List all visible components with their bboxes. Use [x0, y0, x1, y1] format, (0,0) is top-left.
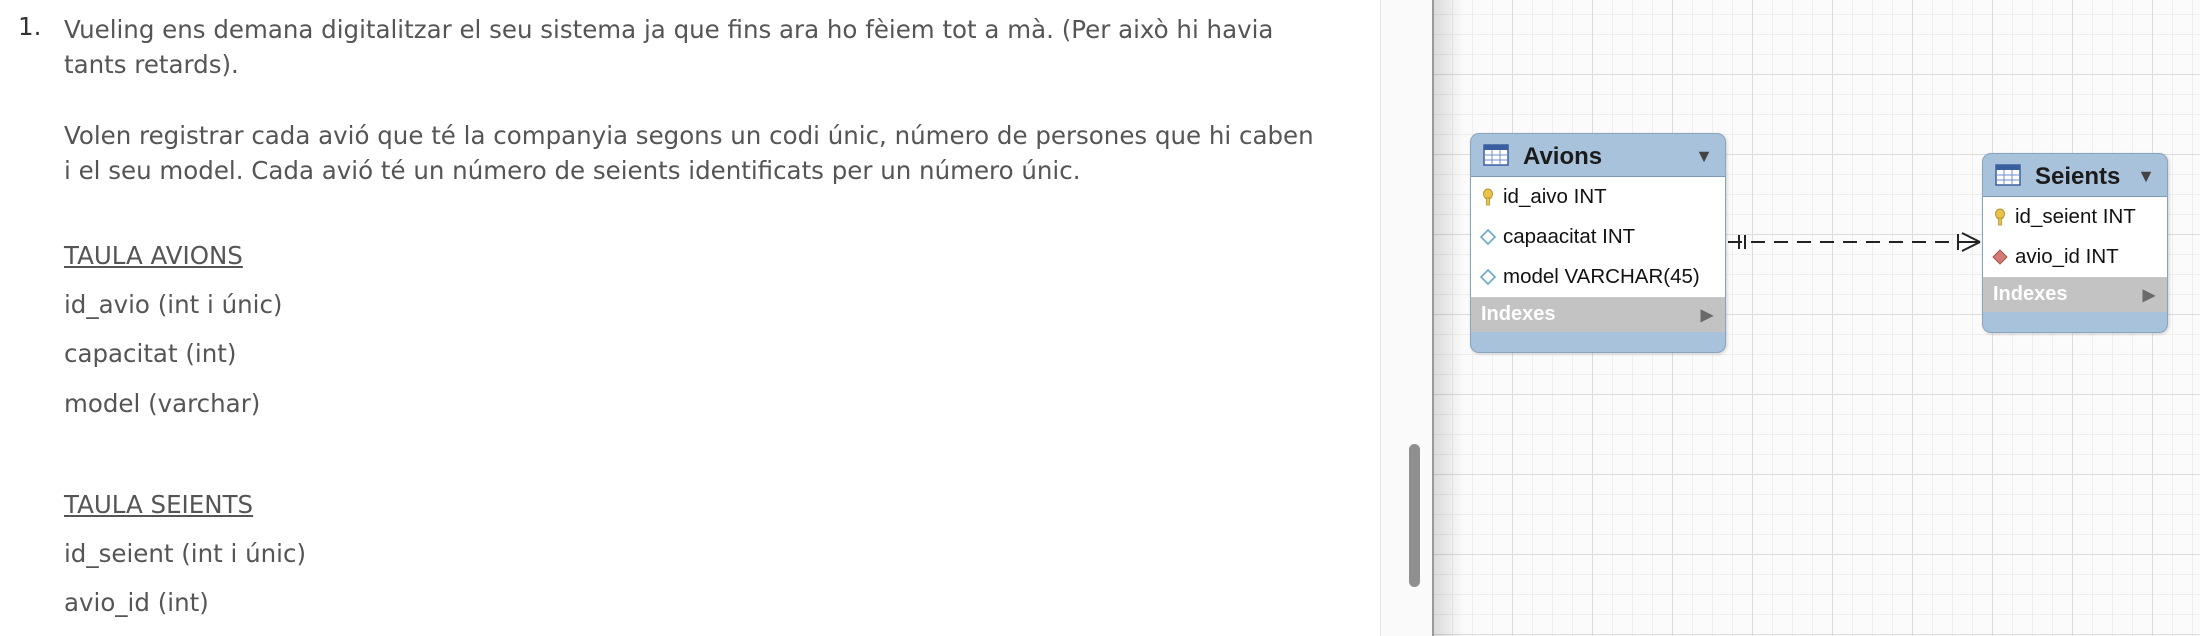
table-avions-title: Avions — [1523, 143, 1603, 170]
scrollbar-track[interactable] — [1380, 0, 1435, 636]
primary-key-icon — [1479, 188, 1497, 206]
column-row[interactable] — [1471, 177, 1725, 217]
crowfoot-upper — [1962, 233, 1980, 242]
primary-key-icon — [1991, 208, 2009, 226]
field-seients-0: id_seient (int i únic) — [64, 539, 307, 568]
table-footer — [1983, 312, 2167, 332]
column-text: capaacitat INT — [1503, 225, 1636, 248]
column-row[interactable] — [1471, 217, 1725, 257]
field-seients-1: avio_id (int) — [64, 588, 209, 617]
column-row[interactable] — [1983, 237, 2167, 277]
column-diamond-icon — [1479, 268, 1497, 286]
column-text: id_seient INT — [2015, 205, 2136, 228]
column-text: id_aivo INT — [1503, 185, 1607, 208]
field-avions-1: capacitat (int) — [64, 339, 237, 368]
column-diamond-icon — [1479, 228, 1497, 246]
table-seients-header[interactable] — [1983, 154, 2167, 196]
list-number: 1. — [18, 12, 42, 41]
column-text: avio_id INT — [2015, 245, 2119, 268]
table-avions-header[interactable] — [1471, 134, 1725, 176]
field-avions-0: id_avio (int i únic) — [64, 290, 283, 319]
table-seients-columns — [1983, 196, 2167, 278]
table-footer — [1471, 332, 1725, 352]
indexes-label: Indexes — [1481, 303, 1556, 325]
field-avions-2: model (varchar) — [64, 389, 261, 418]
collapse-arrow-icon[interactable]: ▼ — [2137, 166, 2155, 186]
heading-taula-seients: TAULA SEIENTS — [64, 490, 254, 519]
scrollbar-thumb[interactable] — [1409, 444, 1420, 587]
heading-taula-avions: TAULA AVIONS — [64, 241, 243, 270]
table-avions[interactable] — [1470, 133, 1726, 353]
table-icon — [1483, 144, 1509, 166]
indexes-label: Indexes — [1993, 283, 2068, 305]
foreign-key-diamond-icon — [1991, 248, 2009, 266]
table-icon — [1995, 164, 2021, 186]
paragraph-requirements: Volen registrar cada avió que té la companyia segons un codi únic, número de persones que hi caben i el seu model. Cada avió té un número de seients identificats per un número únic. — [64, 121, 1314, 185]
column-row[interactable] — [1983, 197, 2167, 237]
table-seients-title: Seients — [2035, 163, 2121, 190]
indexes-section[interactable] — [1471, 298, 1725, 332]
table-avions-columns — [1471, 176, 1725, 298]
column-text: model VARCHAR(45) — [1503, 265, 1700, 288]
expand-arrow-icon[interactable]: ▶ — [1700, 307, 1713, 324]
indexes-section[interactable] — [1983, 278, 2167, 312]
collapse-arrow-icon[interactable]: ▼ — [1695, 146, 1713, 166]
er-diagram-canvas[interactable] — [1434, 0, 2200, 636]
expand-arrow-icon[interactable]: ▶ — [2142, 287, 2155, 304]
paragraph-intro: Vueling ens demana digitalitzar el seu sistema ja que fins ara ho fèiem tot a mà. (Per això hi havia tants retards). — [64, 15, 1274, 79]
crowfoot-lower — [1962, 242, 1980, 251]
table-seients[interactable] — [1982, 153, 2168, 333]
column-row[interactable] — [1471, 257, 1725, 297]
